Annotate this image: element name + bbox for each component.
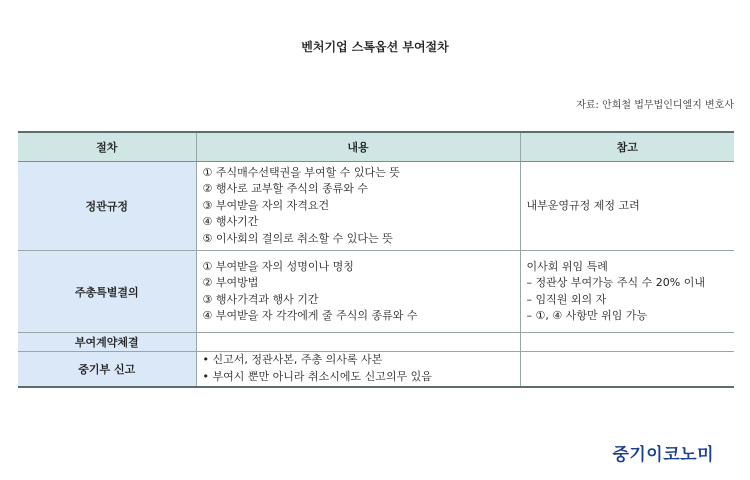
page-title: 벤처기업 스톡옵션 부여절차 xyxy=(301,40,449,54)
table-header-row xyxy=(18,132,734,162)
content-line: ③ 부여받을 자의 자격요건 xyxy=(202,198,330,212)
procedure-table xyxy=(18,131,734,388)
note-cell xyxy=(520,162,734,251)
step-cell: 정관규정 xyxy=(18,162,196,251)
table-row xyxy=(18,251,734,333)
brand-logo: 중기이코노미 xyxy=(612,445,714,465)
table-row xyxy=(18,162,734,251)
content-line: ③ 행사가격과 행사 기간 xyxy=(202,292,319,306)
content-cell xyxy=(196,162,520,251)
note-cell xyxy=(520,333,734,352)
source-credit: 자료: 안희철 법무법인디엘지 변호사 xyxy=(576,100,734,111)
note-line: – 임직원 외의 자 xyxy=(526,292,607,306)
content-line: • 신고서, 정관사본, 주총 의사록 사본 xyxy=(202,353,383,367)
step-cell: 부여계약체결 xyxy=(18,333,196,352)
note-cell xyxy=(520,251,734,333)
note-cell xyxy=(520,352,734,387)
step-cell: 중기부 신고 xyxy=(18,352,196,387)
note-line: 내부운영규정 제정 고려 xyxy=(526,198,640,212)
content-line: ④ 부여받을 자 각각에게 줄 주식의 종류와 수 xyxy=(202,309,418,322)
content-line: ② 행사로 교부할 주식의 종류와 수 xyxy=(202,182,368,196)
header-step: 절차 xyxy=(18,132,196,162)
content-line: ④ 행사기간 xyxy=(202,215,259,229)
content-line: ② 부여방법 xyxy=(202,276,259,289)
content-line: • 부여시 뿐만 아니라 취소시에도 신고의무 있음 xyxy=(202,369,432,383)
content-cell xyxy=(196,251,520,333)
step-cell: 주총특별결의 xyxy=(18,251,196,333)
table-row xyxy=(18,333,734,352)
content-line: ① 부여받을 자의 성명이나 명칭 xyxy=(202,259,354,273)
content-line: ① 주식매수선택권을 부여할 수 있다는 뜻 xyxy=(202,165,400,179)
content-cell xyxy=(196,352,520,387)
note-line: – ①, ④ 사항만 위임 가능 xyxy=(526,309,648,322)
table-row xyxy=(18,352,734,387)
note-line: – 정관상 부여가능 주식 수 20% 이내 xyxy=(526,276,705,289)
note-line: 이사회 위임 특례 xyxy=(526,259,608,273)
header-note: 참고 xyxy=(520,132,734,162)
content-cell xyxy=(196,333,520,352)
header-content: 내용 xyxy=(196,132,520,162)
content-line: ⑤ 이사회의 결의로 취소할 수 있다는 뜻 xyxy=(202,231,393,245)
